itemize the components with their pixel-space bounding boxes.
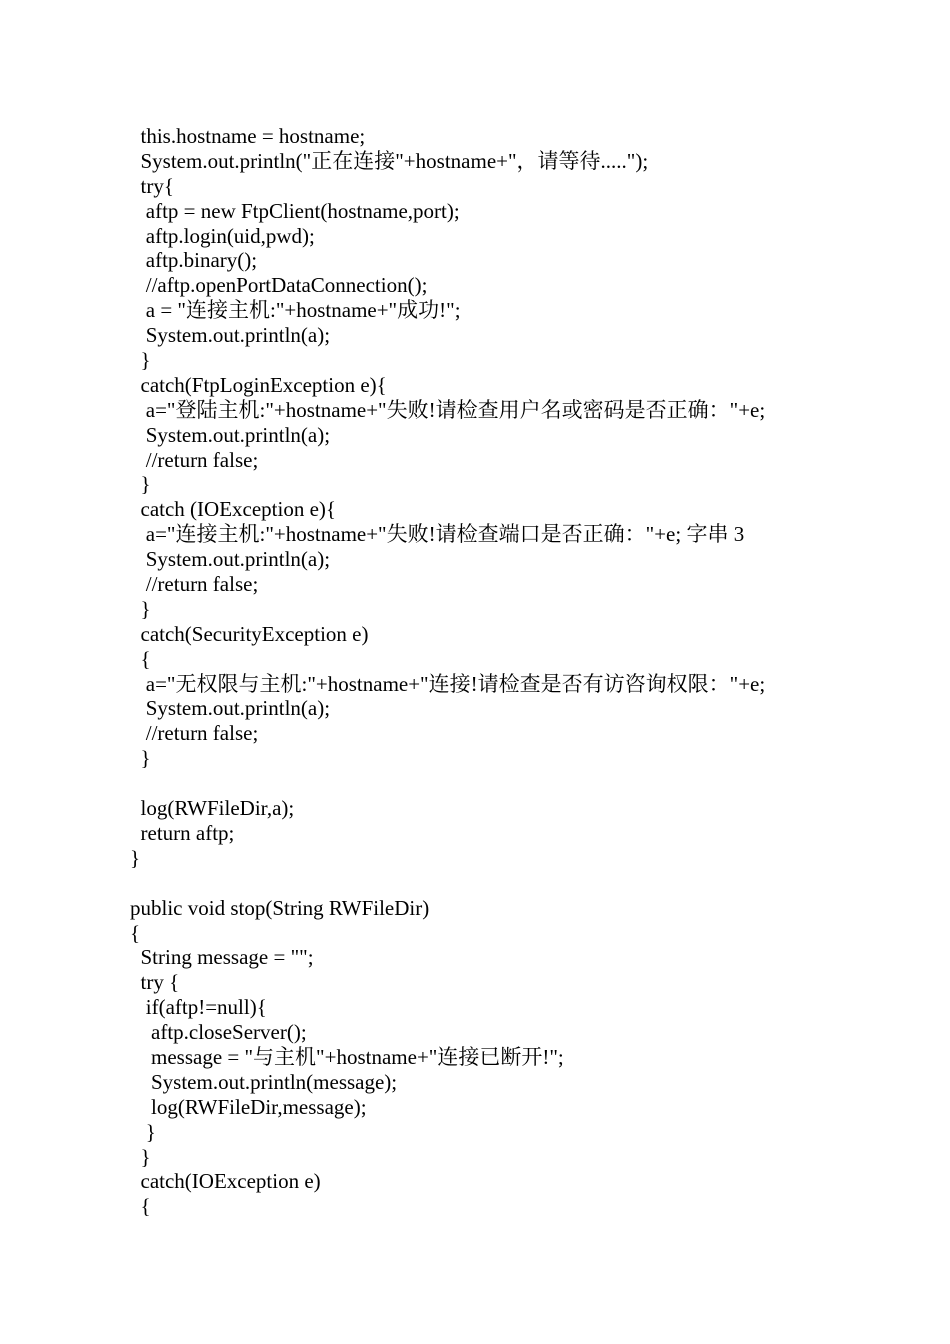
code-line: try { [130,970,180,995]
code-line: { [130,1194,151,1219]
code-line: a="连接主机:"+hostname+"失败!请检查端口是否正确："+e; 字串 3 [130,522,745,547]
code-line: catch(FtpLoginException e){ [130,372,387,397]
code-line [130,771,920,796]
code-line: aftp.closeServer(); [130,1020,307,1045]
code-line: try{ [130,173,174,198]
code-line: String message = ""; [130,945,314,970]
code-line: catch(IOException e) [130,1169,321,1194]
code-line: log(RWFileDir,a); [130,796,295,821]
code-line: a="无权限与主机:"+hostname+"连接!请检查是否有访咨询权限："+e; [130,671,766,696]
code-line: System.out.println(a); [130,422,331,447]
code-line [130,871,920,896]
code-line: } [130,472,151,497]
code-line: System.out.println(a); [130,323,331,348]
code-line: a = "连接主机:"+hostname+"成功!"; [130,298,461,323]
code-line: public void stop(String RWFileDir) [130,895,430,920]
code-line: log(RWFileDir,message); [130,1094,367,1119]
code-line: System.out.println(a); [130,547,331,572]
code-line: message = "与主机"+hostname+"连接已断开!"; [130,1044,564,1069]
code-line: if(aftp!=null){ [130,995,267,1020]
code-line: //aftp.openPortDataConnection(); [130,273,428,298]
code-line: this.hostname = hostname; [130,124,366,148]
code-line: } [130,1144,151,1169]
code-line: System.out.println(a); [130,696,331,721]
code-line: aftp.login(uid,pwd); [130,223,315,248]
code-line: //return false; [130,447,259,472]
code-line: { [130,646,151,671]
code-line: { [130,920,141,945]
code-line: aftp.binary(); [130,248,258,273]
code-line: } [130,845,141,870]
code-line: } [130,1119,156,1144]
code-line: catch(SecurityException e) [130,621,369,646]
code-line: } [130,348,151,373]
code-line: aftp = new FtpClient(hostname,port); [130,198,460,223]
code-line: a="登陆主机:"+hostname+"失败!请检查用户名或密码是否正确："+e; [130,397,766,422]
code-line: } [130,596,151,621]
code-listing [130,124,920,1219]
code-line: System.out.println(message); [130,1069,398,1094]
code-line: //return false; [130,721,259,746]
code-line: } [130,746,151,771]
code-line: catch (IOException e){ [130,497,336,522]
code-line: //return false; [130,572,259,597]
code-line: System.out.println("正在连接"+hostname+"，请等待....."); [130,148,649,173]
code-line: return aftp; [130,820,235,845]
